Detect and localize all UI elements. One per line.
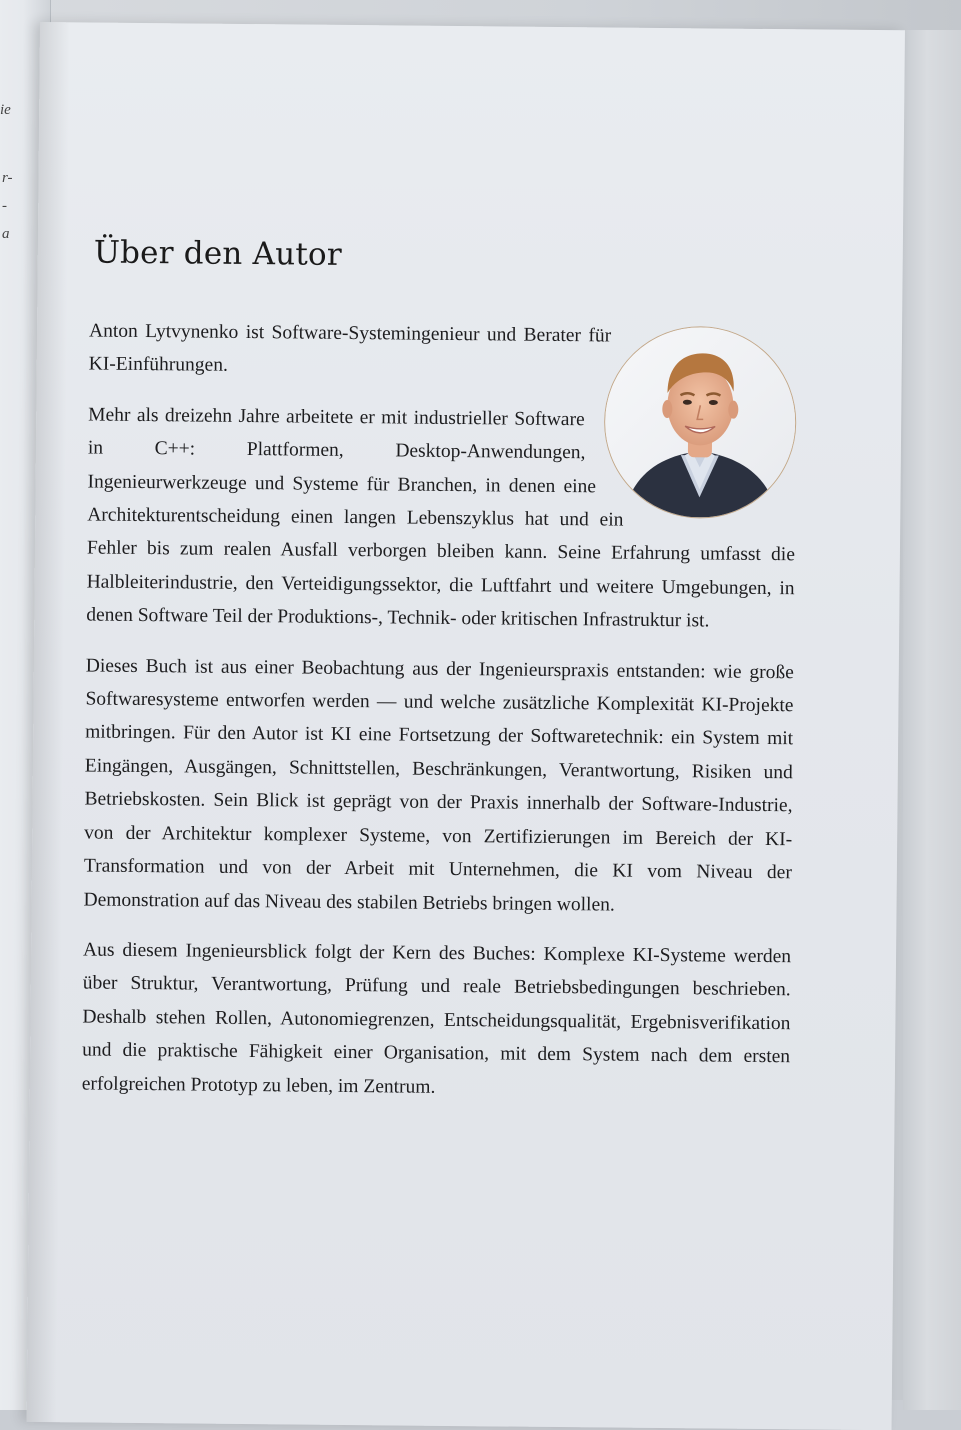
paragraph-experience: Mehr als dreizehn Jahre arbeitete er mit industrieller Software in C++: Plattformen, Desktop-Anwendungen, Ingenieurwerkzeuge und Systeme für Branchen, in denen eine Architekturentscheidung einen langen Lebenszyklus hat und ein Fehler bis zum realen Ausfall verborgen bleiben kann. Seine Erfahrung umfasst die Halbleiterindustrie, den Verteidigungssektor, die Luftfahrt und weitere Umgebungen, in denen Software Teil der Produktions-, Technik- oder kritischen Infrastruktur ist.	[86, 404, 796, 632]
portrait-illustration	[604, 326, 796, 518]
left-page-fragment: a	[2, 226, 10, 242]
page-stack-edge	[903, 30, 961, 1410]
paragraph-intro: Anton Lytvynenko ist Software-Systemingenieur und Berater für KI-Einführungen.	[88, 320, 612, 377]
book-page	[27, 22, 905, 1430]
body-text	[81, 314, 797, 1124]
paragraph-book-core: Aus diesem Ingenieursblick folgt der Kern des Buches: Komplexe KI-Systeme werden über Struktur, Verantwortung, Prüfung und reale Betriebsbedingungen beschrieben. Deshalb stehen Rollen, Autonomiegrenzen, Entscheidungsqualität, Ergebnisverifikation und die praktische Fähigkeit einer Organisation, mit dem System nach dem ersten erfolgreichen Prototyp zu leben, im Zentrum.	[81, 939, 792, 1098]
left-page-fragment: -	[2, 198, 7, 214]
author-portrait-icon	[603, 325, 797, 519]
paragraph-book-origin: Dieses Buch ist aus einer Beobachtung aus der Ingenieurspraxis entstanden: wie große Softwaresysteme entworfen werden — und welche zusätzliche Komplexität KI-Projekte mitbringen. Für den Autor ist KI eine Fortsetzung der Softwaretechnik: ein System mit Eingängen, Ausgängen, Schnittstellen, Beschränkungen, Verantwortung, Risiken und Betriebskosten. Sein Blick ist geprägt von der Praxis innerhalb der Software-Industrie, von der Architektur komplexer Systeme, von Zertifizierungen im Bereich der KI-Transformation und von der Arbeit mit Unternehmen, die KI vom Niveau der Demonstration auf das Niveau des stabilen Betriebs bringen wollen.	[83, 655, 794, 916]
left-page-fragment: ie	[0, 102, 11, 118]
page-title: Über den Autor	[93, 234, 343, 273]
left-page-fragment: r-	[2, 170, 13, 186]
